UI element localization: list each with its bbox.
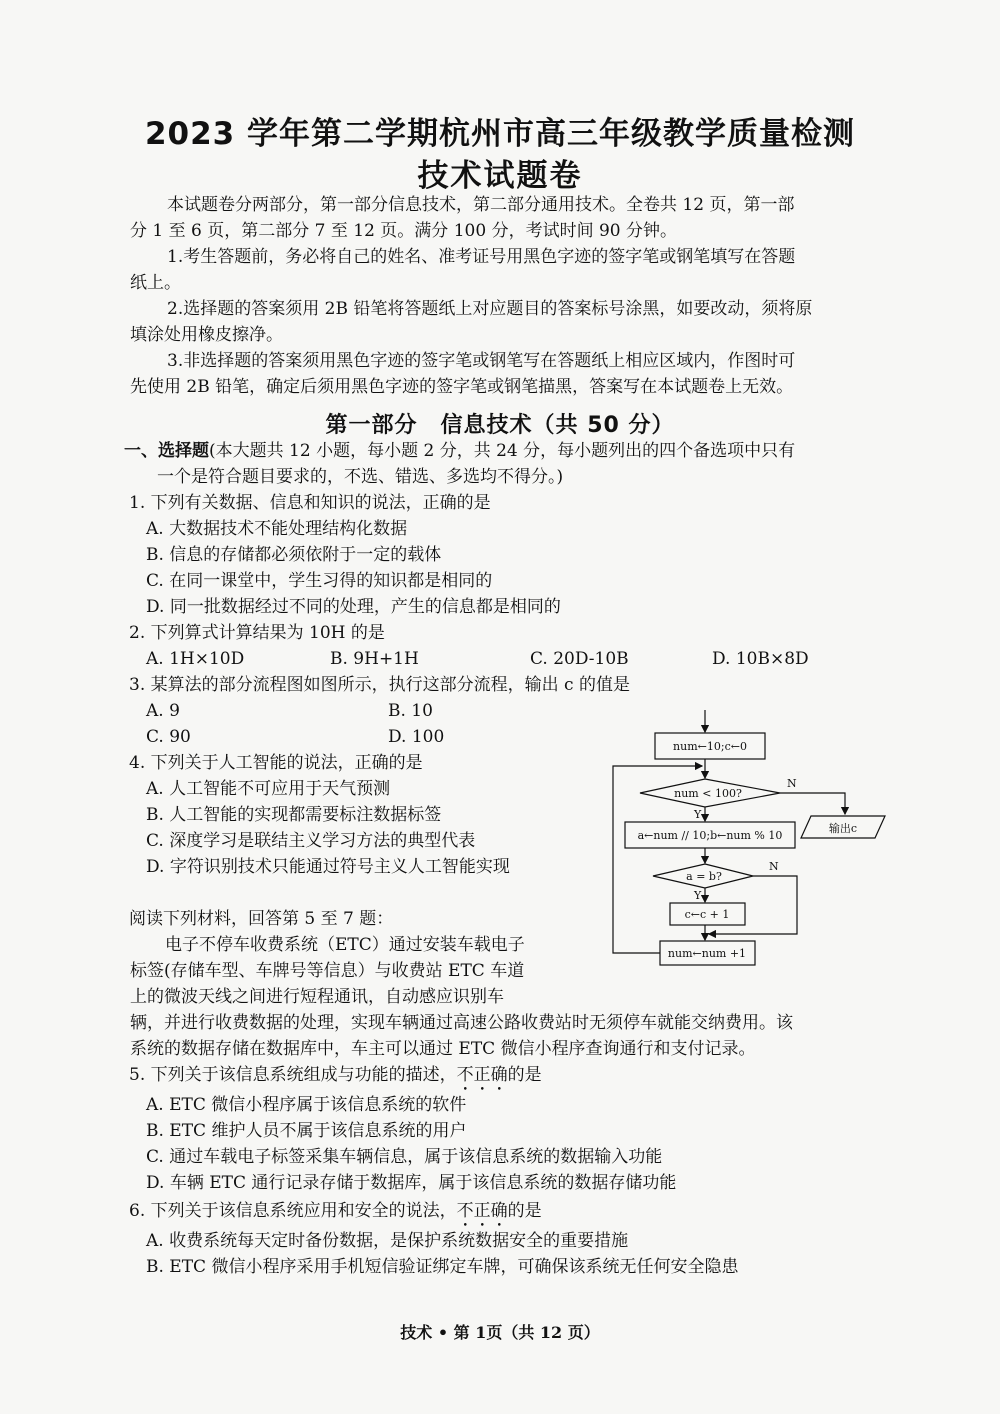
q3-option-b: B. 10 xyxy=(388,701,433,721)
flow-yes-label: Y xyxy=(694,808,702,821)
q4-option-b: B. 人工智能的实现都需要标注数据标签 xyxy=(146,805,442,825)
flow-yes-label-2: Y xyxy=(694,889,702,902)
q4-stem: 4. 下列关于人工智能的说法，正确的是 xyxy=(129,753,423,773)
notice-3: 3.非选择题的答案须用黑色字迹的签字笔或钢笔写在答题纸上相应区域内，作图时可 xyxy=(167,351,796,371)
q5-option-c: C. 通过车载电子标签采集车辆信息，属于该信息系统的数据输入功能 xyxy=(146,1147,663,1167)
q1-option-a: A. 大数据技术不能处理结构化数据 xyxy=(146,519,408,539)
q2-option-a: A. 1H×10D xyxy=(146,649,245,669)
q2-stem: 2. 下列算式计算结果为 10H 的是 xyxy=(129,623,385,643)
q1-option-d: D. 同一批数据经过不同的处理，产生的信息都是相同的 xyxy=(146,597,561,617)
flow-no-label-2: N xyxy=(769,860,779,873)
q2-option-c: C. 20D-10B xyxy=(530,649,629,669)
section-heading-label: 一、选择题 xyxy=(124,441,209,461)
section-heading-desc: (本大题共 12 小题，每小题 2 分，共 24 分，每小题列出的四个备选项中只有 xyxy=(209,441,796,461)
q5-option-d: D. 车辆 ETC 通行记录存储于数据库，属于该信息系统的数据存储功能 xyxy=(146,1173,677,1193)
notice-2: 2.选择题的答案须用 2B 铅笔将答题纸上对应题目的答案标号涂黑，如要改动，须将原 xyxy=(167,299,813,319)
flow-output-text: 输出c xyxy=(828,822,858,835)
q5-stem-post: 的是 xyxy=(507,1065,542,1085)
flowchart xyxy=(605,708,895,988)
q1-option-c: C. 在同一课堂中，学生习得的知识都是相同的 xyxy=(146,571,493,591)
q1-stem: 1. 下列有关数据、信息和知识的说法，正确的是 xyxy=(129,493,491,513)
exam-title: 2023 学年第二学期杭州市高三年级教学质量检测 xyxy=(144,116,856,152)
flow-incr-c-text: c←c + 1 xyxy=(684,908,730,921)
notice-2-cont: 填涂处用橡皮擦净。 xyxy=(130,325,283,345)
q2-option-d: D. 10B×8D xyxy=(712,649,809,669)
q5-stem xyxy=(129,1064,542,1095)
notice-1-cont: 纸上。 xyxy=(130,273,181,293)
section-heading-cont: 一个是符合题目要求的，不选、错选、多选均不得分。) xyxy=(157,467,564,487)
q5-option-b: B. ETC 维护人员不属于该信息系统的用户 xyxy=(146,1121,467,1141)
q3-option-a: A. 9 xyxy=(146,701,180,721)
intro-line: 分 1 至 6 页，第二部分 7 至 12 页。满分 100 分，考试时间 90 分钟。 xyxy=(130,221,678,241)
reading-line: 上的微波天线之间进行短程通讯，自动感应识别车 xyxy=(130,987,504,1007)
reading-intro: 阅读下列材料，回答第 5 至 7 题： xyxy=(129,909,394,929)
flow-init-text: num←10;c←0 xyxy=(673,740,747,753)
section-title: 第一部分 信息技术（共 50 分） xyxy=(325,413,675,438)
reading-line: 系统的数据存储在数据库中，车主可以通过 ETC 微信小程序查询通行和支付记录。 xyxy=(130,1039,756,1059)
q3-option-d: D. 100 xyxy=(388,727,445,747)
q6-stem-pre: 6. 下列关于该信息系统应用和安全的说法， xyxy=(129,1201,457,1221)
q6-stem-post: 的是 xyxy=(507,1201,542,1221)
q5-stem-emphasis: 不正确 xyxy=(456,1065,508,1085)
flow-cond1-text: num < 100? xyxy=(674,787,742,800)
q3-option-c: C. 90 xyxy=(146,727,191,747)
q6-stem xyxy=(129,1200,542,1231)
reading-line: 标签(存储车型、车牌号等信息）与收费站 ETC 车道 xyxy=(130,961,525,981)
flow-incr-num-text: num←num +1 xyxy=(667,947,747,960)
exam-subtitle: 技术试题卷 xyxy=(417,158,583,194)
q4-option-d: D. 字符识别技术只能通过符号主义人工智能实现 xyxy=(146,857,510,877)
q3-stem: 3. 某算法的部分流程图如图所示，执行这部分流程，输出 c 的值是 xyxy=(129,675,630,695)
q1-option-b: B. 信息的存储都必须依附于一定的载体 xyxy=(146,545,442,565)
flow-cond2-text: a = b? xyxy=(686,870,722,883)
q6-option-b: B. ETC 微信小程序采用手机短信验证绑定车牌，可确保该系统无任何安全隐患 xyxy=(146,1257,739,1277)
notice-1: 1.考生答题前，务必将自己的姓名、准考证号用黑色字迹的签字笔或钢笔填写在答题 xyxy=(167,247,796,267)
q2-option-b: B. 9H+1H xyxy=(330,649,419,669)
reading-line: 辆，并进行收费数据的处理，实现车辆通过高速公路收费站时无须停车就能交纳费用。该 xyxy=(130,1013,793,1033)
flow-assign-text: a←num // 10;b←num % 10 xyxy=(637,829,783,842)
q5-stem-pre: 5. 下列关于该信息系统组成与功能的描述， xyxy=(129,1065,457,1085)
page-footer: 技术 • 第 1页（共 12 页） xyxy=(400,1323,600,1342)
reading-line: 电子不停车收费系统（ETC）通过安装车载电子 xyxy=(165,935,525,955)
q4-option-c: C. 深度学习是联结主义学习方法的典型代表 xyxy=(146,831,476,851)
q6-option-a: A. 收费系统每天定时备份数据，是保护系统数据安全的重要措施 xyxy=(146,1231,629,1251)
flow-arrow xyxy=(780,793,845,814)
q5-option-a: A. ETC 微信小程序属于该信息系统的软件 xyxy=(146,1095,467,1115)
section-heading xyxy=(124,440,795,462)
q6-stem-emphasis: 不正确 xyxy=(456,1201,508,1221)
notice-3-cont: 先使用 2B 铅笔，确定后须用黑色字迹的签字笔或钢笔描黑，答案写在本试题卷上无效。 xyxy=(130,377,794,397)
q4-option-a: A. 人工智能不可应用于天气预测 xyxy=(146,779,391,799)
intro-line: 本试题卷分两部分，第一部分信息技术，第二部分通用技术。全卷共 12 页，第一部 xyxy=(167,195,795,215)
flow-no-label: N xyxy=(787,777,797,790)
